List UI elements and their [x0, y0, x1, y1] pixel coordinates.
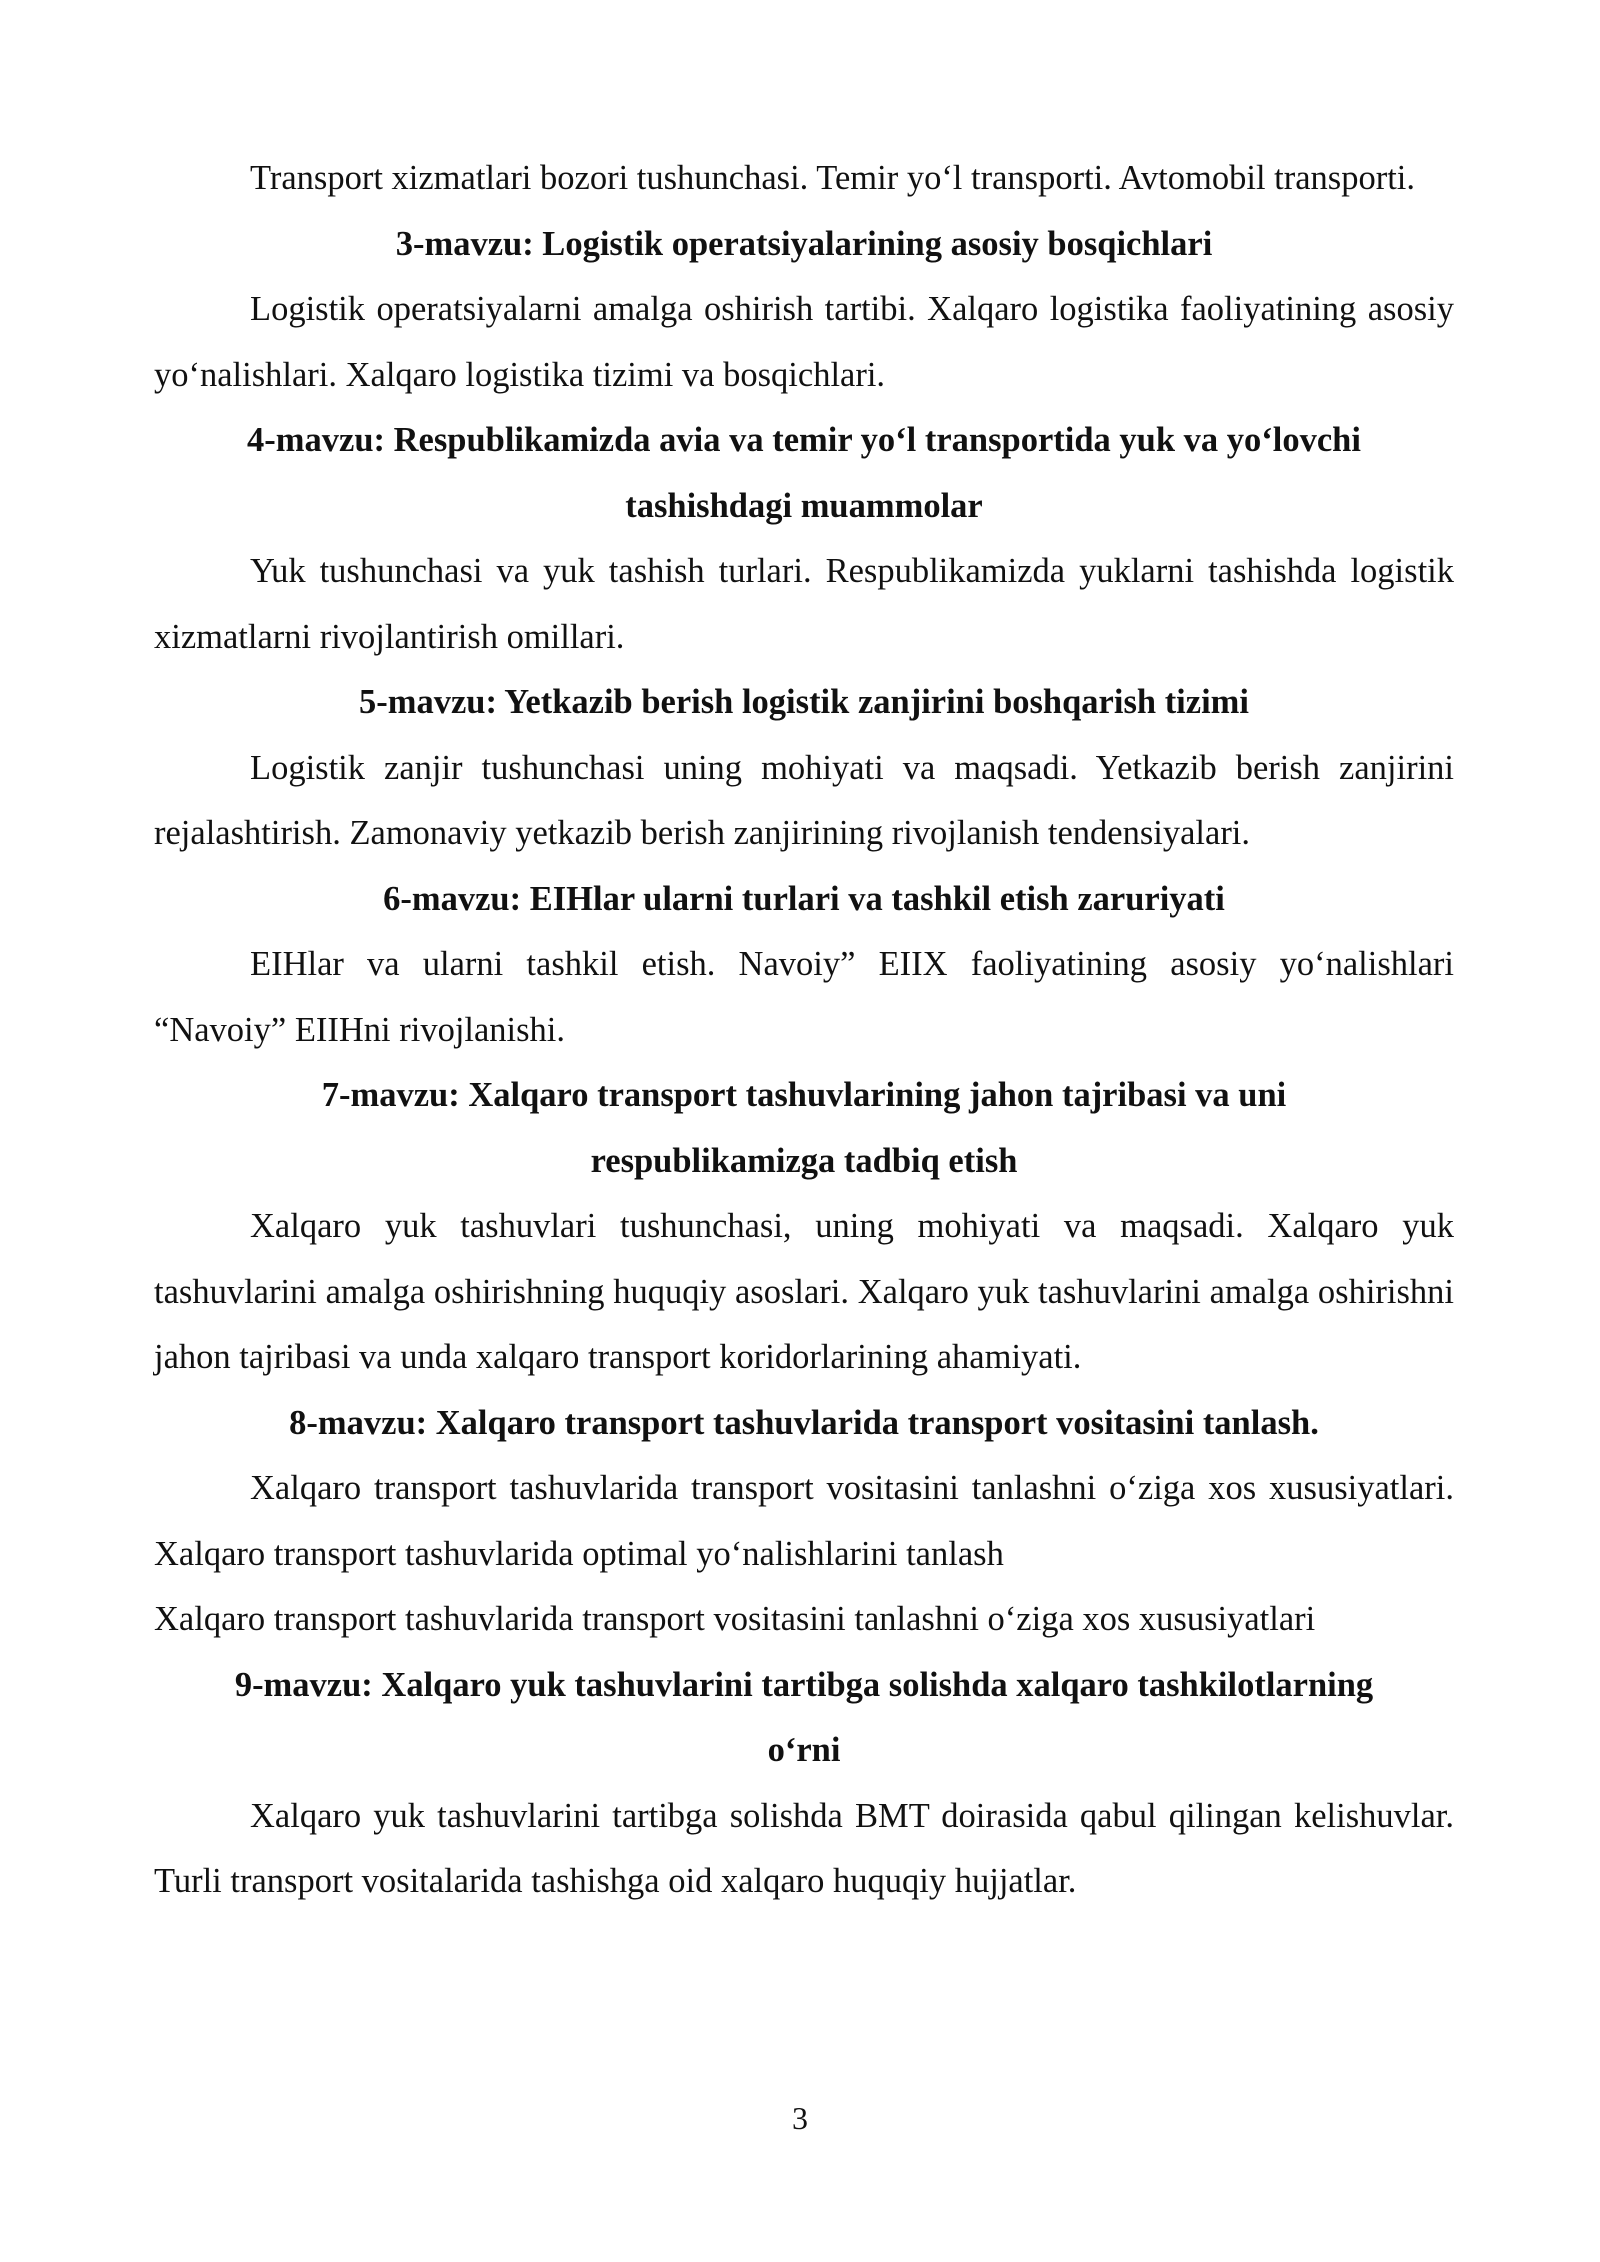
heading-topic-9-line-1: 9-mavzu: Xalqaro yuk tashuvlarini tartibga solishda xalqaro tashkilotlarning [234, 1665, 1374, 1704]
heading-topic-3: 3-mavzu: Logistik operatsiyalarining asosiy bosqichlari [395, 224, 1213, 263]
heading-topic-8: 8-mavzu: Xalqaro transport tashuvlarida transport vositasini tanlash. [289, 1403, 1319, 1442]
paragraph-transport-services: Transport xizmatlari bozori tushunchasi. Temir yo‘l transporti. Avtomobil transporti. [250, 159, 1415, 197]
paragraph-topic-8-extra: Xalqaro transport tashuvlarida transport vositasini tanlashni o‘ziga xos xususiyatlari [154, 1600, 1316, 1638]
heading-topic-7-line-1: 7-mavzu: Xalqaro transport tashuvlarining jahon tajribasi va uni [321, 1076, 1287, 1114]
paragraph-topic-5: Logistik zanjir tushunchasi uning mohiyati va maqsadi. Yetkazib berish zanjirini rejalashtirish. Zamonaviy yetkazib berish zanjirining rivojlanish tendensiyalari. [154, 748, 1454, 852]
paragraph-topic-8: Xalqaro transport tashuvlarida transport vositasini tanlashni o‘ziga xos xususiyatlari. Xalqaro transport tashuvlarida optimal yo‘nalishlarini tanlash [154, 1469, 1454, 1573]
heading-topic-5: 5-mavzu: Yetkazib berish logistik zanjirini boshqarish tizimi [358, 683, 1249, 721]
paragraph-topic-7: Xalqaro yuk tashuvlari tushunchasi, uning mohiyati va maqsadi. Xalqaro yuk tashuvlarini amalga oshirishning huquqiy asoslari. Xalqaro yuk tashuvlarini amalga oshirishni jahon tajribasi va unda xalqaro transport koridorlarining ahamiyati. [154, 1207, 1454, 1376]
heading-topic-9-line-2: o‘rni [767, 1731, 841, 1769]
heading-topic-6: 6-mavzu: EIHlar ularni turlari va tashkil etish zaruriyati [383, 879, 1225, 918]
paragraph-topic-9: Xalqaro yuk tashuvlarini tartibga solishda BMT doirasida qabul qilingan kelishuvlar. Turli transport vositalarida tashishga oid xalqaro huquqiy hujjatlar. [154, 1796, 1454, 1900]
paragraph-topic-6: EIHlar va ularni tashkil etish. Navoiy” EIIX faoliyatining asosiy yo‘nalishlari “Navoiy” EIIHni rivojlanishi. [154, 945, 1454, 1049]
heading-topic-4-line-1: 4-mavzu: Respublikamizda avia va temir yo‘l transportida yuk va yo‘lovchi [247, 421, 1361, 459]
paragraph-topic-3: Logistik operatsiyalarni amalga oshirish tartibi. Xalqaro logistika faoliyatining asosiy yo‘nalishlari. Xalqaro logistika tizimi va bosqichlari. [154, 290, 1454, 394]
heading-topic-4-line-2: tashishdagi muammolar [625, 486, 983, 525]
heading-topic-7-line-2: respublikamizga tadbiq etish [590, 1141, 1018, 1180]
page-number: 3 [792, 2100, 808, 2136]
paragraph-topic-4: Yuk tushunchasi va yuk tashish turlari. Respublikamizda yuklarni tashishda logistik xizmatlarni rivojlantirish omillari. [154, 552, 1454, 656]
document-page [154, 146, 1454, 1915]
